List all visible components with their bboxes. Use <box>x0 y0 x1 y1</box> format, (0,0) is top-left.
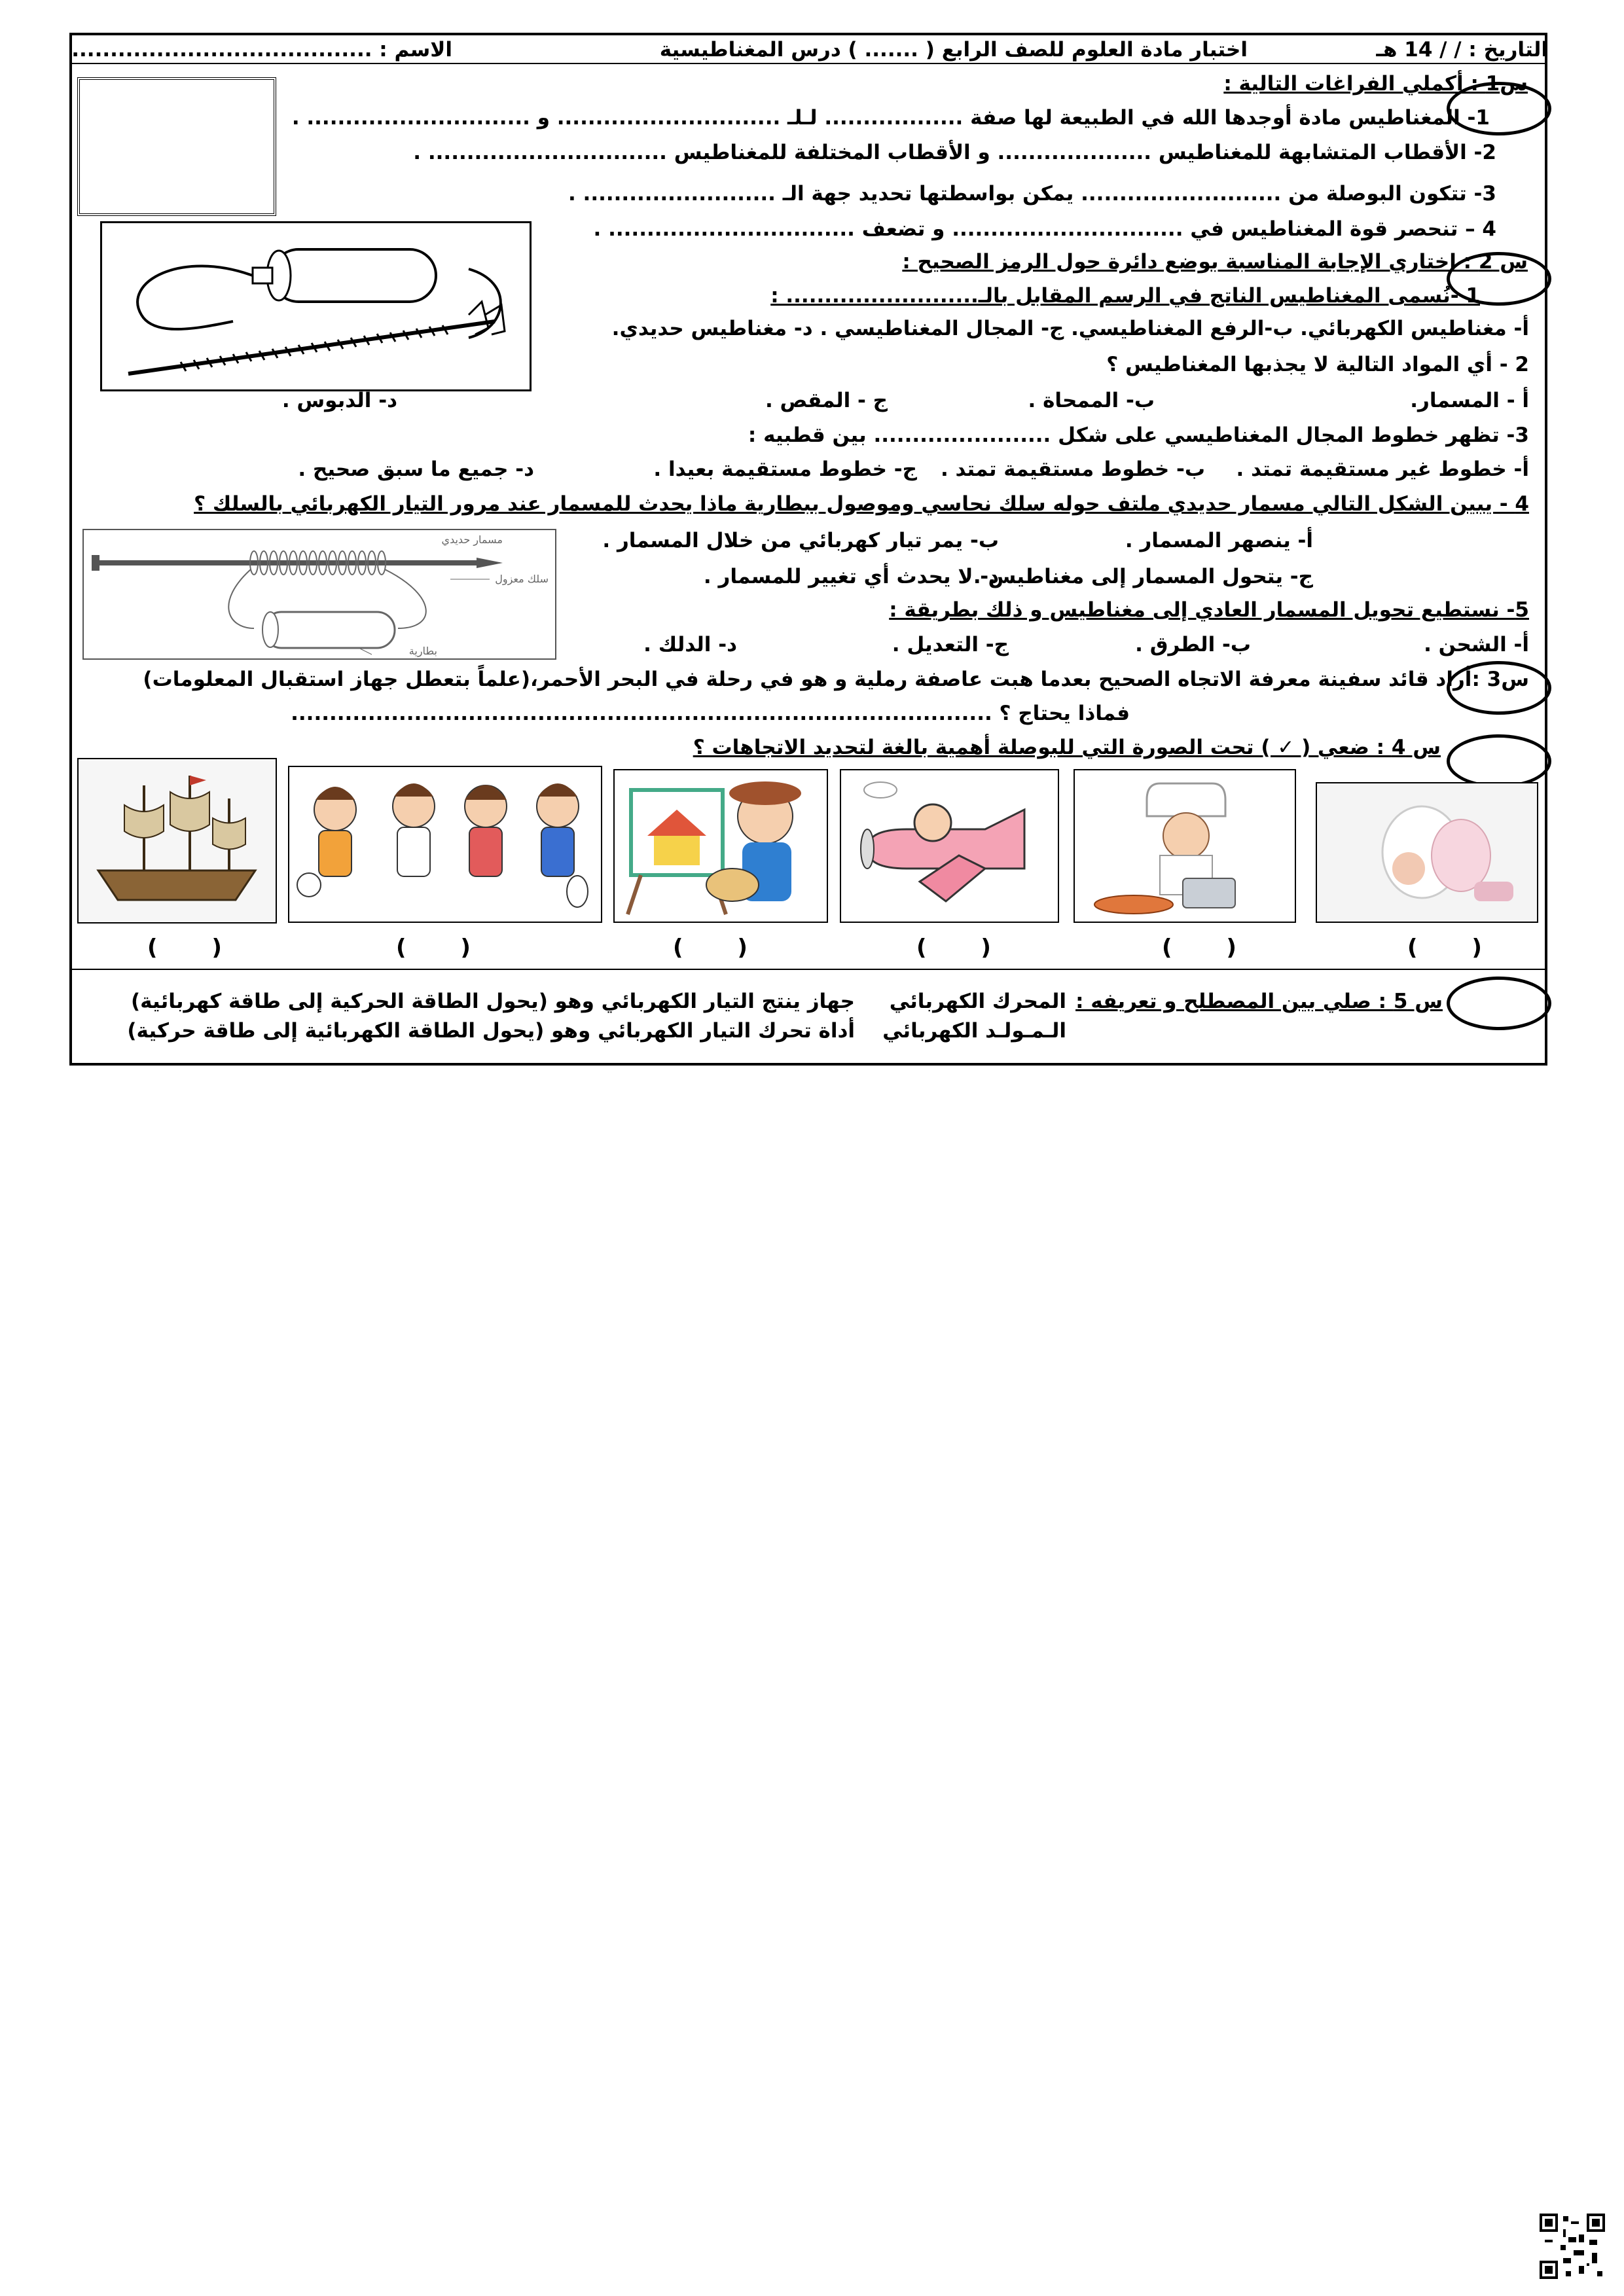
q1-item-2[interactable]: 2- الأقطاب المتشابهة للمغناطيس .................... و الأقطاب المختلفة للمغناطيس ............................... . <box>413 141 1496 164</box>
q1-heading: س1 : أكملي الفراغات التالية : <box>1223 72 1528 96</box>
q2-1-stem: 1 -نُسمى المغناطيس الناتج في الرسم المقابل بالـ......................... : <box>770 284 1480 308</box>
q2-4-option-d[interactable]: د- لا يحدث أي تغيير للمسمار . <box>703 565 999 588</box>
q2-4-option-a[interactable]: أ- ينصهر المسمار . <box>1125 529 1313 552</box>
electromagnet-image <box>100 221 532 391</box>
q2-4-option-c[interactable]: ج- يتحول المسمار إلى مغناطيس . <box>973 565 1313 588</box>
q2-5-stem: 5- نستطيع تحويل المسمار العادي إلى مغناطيس و ذلك بطريقة : <box>889 598 1529 622</box>
q1-item-4[interactable]: 4 – تنحصر قوة المغناطيس في .............................. و تضعف ................................ . <box>593 217 1496 241</box>
q5-term-2[interactable]: الـمـولـد الكهربائي <box>882 1019 1066 1043</box>
checkbox-sailing-ship[interactable]: ( ) <box>147 935 222 961</box>
q2-3-option-a[interactable]: أ- خطوط غير مستقيمة تمتد . <box>1236 457 1529 481</box>
q2-3-option-d[interactable]: د- جميع ما سبق صحيح . <box>298 457 534 481</box>
nail-coil-diagram <box>82 529 556 660</box>
q5-term-1[interactable]: المحرك الكهربائي <box>889 990 1066 1013</box>
q1-item-1[interactable]: 1- المغناطيس مادة أوجدها الله في الطبيعة لها صفة .................. لـلـ ............................. و ............................. . <box>291 106 1490 130</box>
diagram-label-nail: مسمار حديدي <box>441 533 503 546</box>
q2-2-option-a[interactable]: أ - المسمار. <box>1410 389 1529 412</box>
checkbox-child-painting[interactable]: ( ) <box>673 935 748 961</box>
diagram-label-battery: بطارية <box>408 645 437 657</box>
q2-4-stem: 4 - يبين الشكل التالي مسمار حديدي ملتف حوله سلك نحاسي وموصول ببطارية ماذا يحدث للمسمار عند مرور التيار الكهربائي بالسلك ؟ <box>194 492 1529 516</box>
q2-3-option-b[interactable]: ب- خطوط مستقيمة تمتد . <box>940 457 1205 481</box>
q2-heading: س 2 : اختاري الإجابة المناسبة بوضع دائرة حول الرمز الصحيح : <box>902 250 1528 274</box>
checkbox-pilot-airplane[interactable]: ( ) <box>916 935 991 961</box>
q2-1-options[interactable]: أ- مغناطيس الكهربائي. ب-الرفع المغناطيسي. ج- المجال المغناطيسي . د- مغناطيس حديدي. <box>611 317 1529 340</box>
q2-2-option-c[interactable]: ج - المقص . <box>765 389 888 412</box>
q5-divider <box>71 969 1547 970</box>
baby-sleeping-image <box>1316 782 1538 923</box>
q4-heading: س 4 : ضعي ( ✓ ) تحت الصورة التي للبوصلة أهمية بالغة لتحديد الاتجاهات ؟ <box>693 736 1441 759</box>
q2-2-option-d[interactable]: د- الدبوس . <box>281 389 397 412</box>
pilot-airplane-image <box>840 769 1059 923</box>
q3-answer-line[interactable]: فماذا يحتاج ؟ ........................................................................................... <box>291 702 1130 725</box>
q2-5-option-c[interactable]: ج- التعديل . <box>892 633 1009 656</box>
checkbox-chef-cooking[interactable]: ( ) <box>1162 935 1236 961</box>
date-field[interactable]: التاريخ : / / 14 هـ <box>1376 38 1548 62</box>
q2-5-option-d[interactable]: د- الدلك . <box>643 633 737 656</box>
q2-3-stem: 3- تظهر خطوط المجال المغناطيسي على شكل ....................... بين قطبيه : <box>748 423 1529 447</box>
q2-2-option-b[interactable]: ب- الممحاة . <box>1028 389 1155 412</box>
q1-item-3[interactable]: 3- تتكون البوصلة من .......................... يمكن بواسطتها تحديد جهة الـ ......................... . <box>568 182 1496 206</box>
q2-3-option-c[interactable]: ج- خطوط مستقيمة بعيدا . <box>653 457 917 481</box>
q5-heading: س 5 : صلي بين المصطلح و تعريفه : <box>1075 990 1443 1013</box>
q3-line-1: س3 :أراد قائد سفينة معرفة الاتجاه الصحيح بعدما هبت عاصفة رملية و هو في رحلة في البحر الأحمر،(علماً بتعطل جهاز استقبال المعلومات) <box>143 668 1529 691</box>
q5-definition-2[interactable]: أداة تحرك التيار الكهربائي وهو (يحول الطاقة الكهربائية إلى طاقة حركية) <box>127 1019 855 1043</box>
checkbox-kids-playing-sports[interactable]: ( ) <box>396 935 471 961</box>
q2-4-option-b[interactable]: ب- يمر تيار كهربائي من خلال المسمار . <box>602 529 999 552</box>
exam-title: اختبار مادة العلوم للصف الرابع ( ....... ) درس المغناطيسية <box>659 38 1248 62</box>
q2-5-option-a[interactable]: أ- الشحن . <box>1424 633 1529 656</box>
header-underline <box>71 63 1547 64</box>
grade-box <box>77 77 276 216</box>
q5-definition-1[interactable]: جهاز ينتج التيار الكهربائي وهو (يحول الطاقة الحركية إلى طاقة كهربائية) <box>130 990 855 1013</box>
kids-playing-sports-image <box>288 766 602 923</box>
diagram-label-wire: سلك معزول <box>495 573 549 585</box>
student-name-field[interactable]: الاسم : ....................................... <box>71 38 452 62</box>
chef-cooking-image <box>1074 769 1296 923</box>
q5-score-oval[interactable] <box>1447 977 1551 1030</box>
q2-5-option-b[interactable]: ب- الطرق . <box>1135 633 1251 656</box>
checkbox-baby-sleeping[interactable]: ( ) <box>1407 935 1482 961</box>
sailing-ship-image <box>77 758 277 924</box>
q4-score-oval[interactable] <box>1447 734 1551 788</box>
qr-code <box>1540 2214 1605 2279</box>
q2-2-stem: 2 - أي المواد التالية لا يجذبها المغناطيس ؟ <box>1106 353 1529 376</box>
child-painting-image <box>613 769 828 923</box>
